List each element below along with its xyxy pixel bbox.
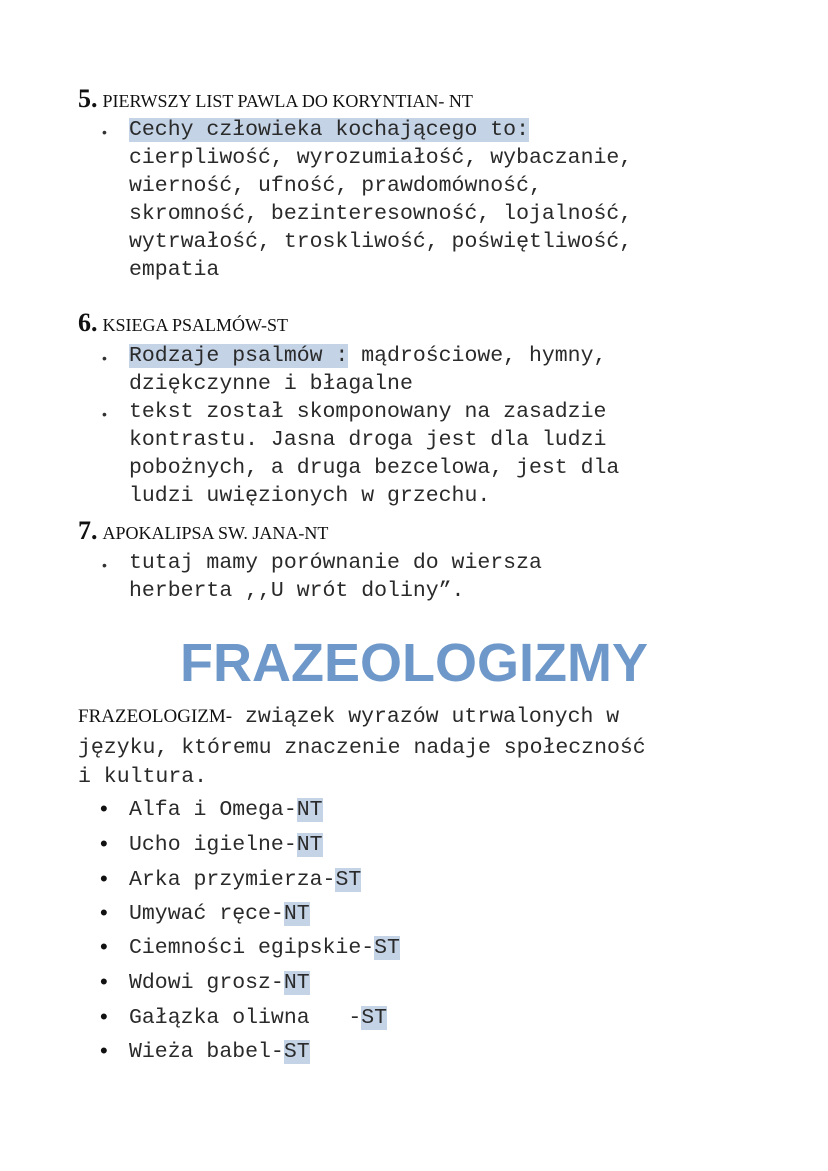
list-item <box>129 1003 387 1033</box>
testament-tag: NT <box>283 971 310 995</box>
bullet-line <box>129 342 606 370</box>
bullet: • <box>102 557 107 573</box>
list-item-text: Wdowi grosz- <box>129 971 284 995</box>
bullet: • <box>100 831 108 856</box>
section-heading-6 <box>78 308 288 338</box>
list-item-text: Gałązka oliwna - <box>129 1006 362 1030</box>
bullet-line: dziękczynne i błagalne <box>129 372 413 396</box>
bullet-line: ludzi uwięzionych w grzechu. <box>129 484 491 508</box>
testament-tag: ST <box>374 936 400 960</box>
definition-line <box>78 702 619 732</box>
highlighted-text: Rodzaje psalmów : <box>129 344 349 368</box>
list-item-text: Wieża babel- <box>129 1040 284 1064</box>
list-item <box>129 865 361 895</box>
bullet: • <box>102 124 107 140</box>
bullet-line: kontrastu. Jasna droga jest dla ludzi <box>129 428 607 452</box>
list-item <box>129 899 310 929</box>
list-item-text: Ciemności egipskie- <box>129 936 375 960</box>
bullet: • <box>100 969 108 994</box>
bullet-line: cierpliwość, wyrozumiałość, wybaczanie, <box>129 146 633 170</box>
definition-text: związek wyrazów utrwalonych w <box>232 705 620 729</box>
section-heading-5 <box>78 84 473 114</box>
testament-tag: NT <box>283 902 310 926</box>
list-item-text: Arka przymierza- <box>129 868 336 892</box>
bullet: • <box>100 796 108 821</box>
highlighted-text: Cechy człowieka kochającego to: <box>129 118 529 142</box>
bullet: • <box>102 406 107 422</box>
definition-line: języku, któremu znaczenie nadaje społeczność <box>78 736 646 760</box>
bullet-line: wytrwałość, troskliwość, poświętliwość, <box>129 230 633 254</box>
section-heading-7 <box>78 516 328 546</box>
list-item <box>129 1037 310 1067</box>
bullet: • <box>100 934 108 959</box>
bullet: • <box>102 350 107 366</box>
section-title: APOKALIPSA SW. JANA-NT <box>102 523 329 543</box>
bullet-line: tekst został skomponowany na zasadzie <box>129 400 607 424</box>
bullet-line: wierność, ufność, prawdomówność, <box>129 174 542 198</box>
section-number: 7. <box>78 516 98 545</box>
bullet-line: herberta ,,U wrót doliny”. <box>129 579 465 603</box>
definition-line: i kultura. <box>78 765 208 789</box>
testament-tag: ST <box>361 1006 388 1030</box>
list-item <box>129 933 400 963</box>
list-item <box>129 968 310 998</box>
testament-tag: NT <box>296 798 323 822</box>
section-title: KSIEGA PSALMÓW-ST <box>102 315 289 335</box>
bullet-line <box>129 116 529 144</box>
bullet-line: skromność, bezinteresowność, lojalność, <box>129 202 633 226</box>
page-title: FRAZEOLOGIZMY <box>180 633 648 693</box>
list-item-text: Ucho igielne- <box>129 833 297 857</box>
list-item <box>129 830 323 860</box>
bullet-text: mądrościowe, hymny, <box>348 344 607 368</box>
list-item-text: Alfa i Omega- <box>129 798 297 822</box>
section-number: 5. <box>78 84 98 113</box>
bullet-line: empatia <box>129 258 220 282</box>
bullet: • <box>100 1004 108 1029</box>
section-number: 6. <box>78 308 98 337</box>
bullet-line: pobożnych, a druga bezcelowa, jest dla <box>129 456 620 480</box>
definition-term: FRAZEOLOGIZM- <box>78 706 233 727</box>
bullet: • <box>100 1038 108 1063</box>
testament-tag: ST <box>335 868 362 892</box>
bullet: • <box>100 900 108 925</box>
testament-tag: ST <box>283 1040 310 1064</box>
testament-tag: NT <box>296 833 323 857</box>
list-item-text: Umywać ręce- <box>129 902 284 926</box>
bullet-line: tutaj mamy porównanie do wiersza <box>129 551 542 575</box>
section-title: PIERWSZY LIST PAWLA DO KORYNTIAN- NT <box>102 91 473 111</box>
bullet: • <box>100 866 108 891</box>
list-item <box>129 795 323 825</box>
